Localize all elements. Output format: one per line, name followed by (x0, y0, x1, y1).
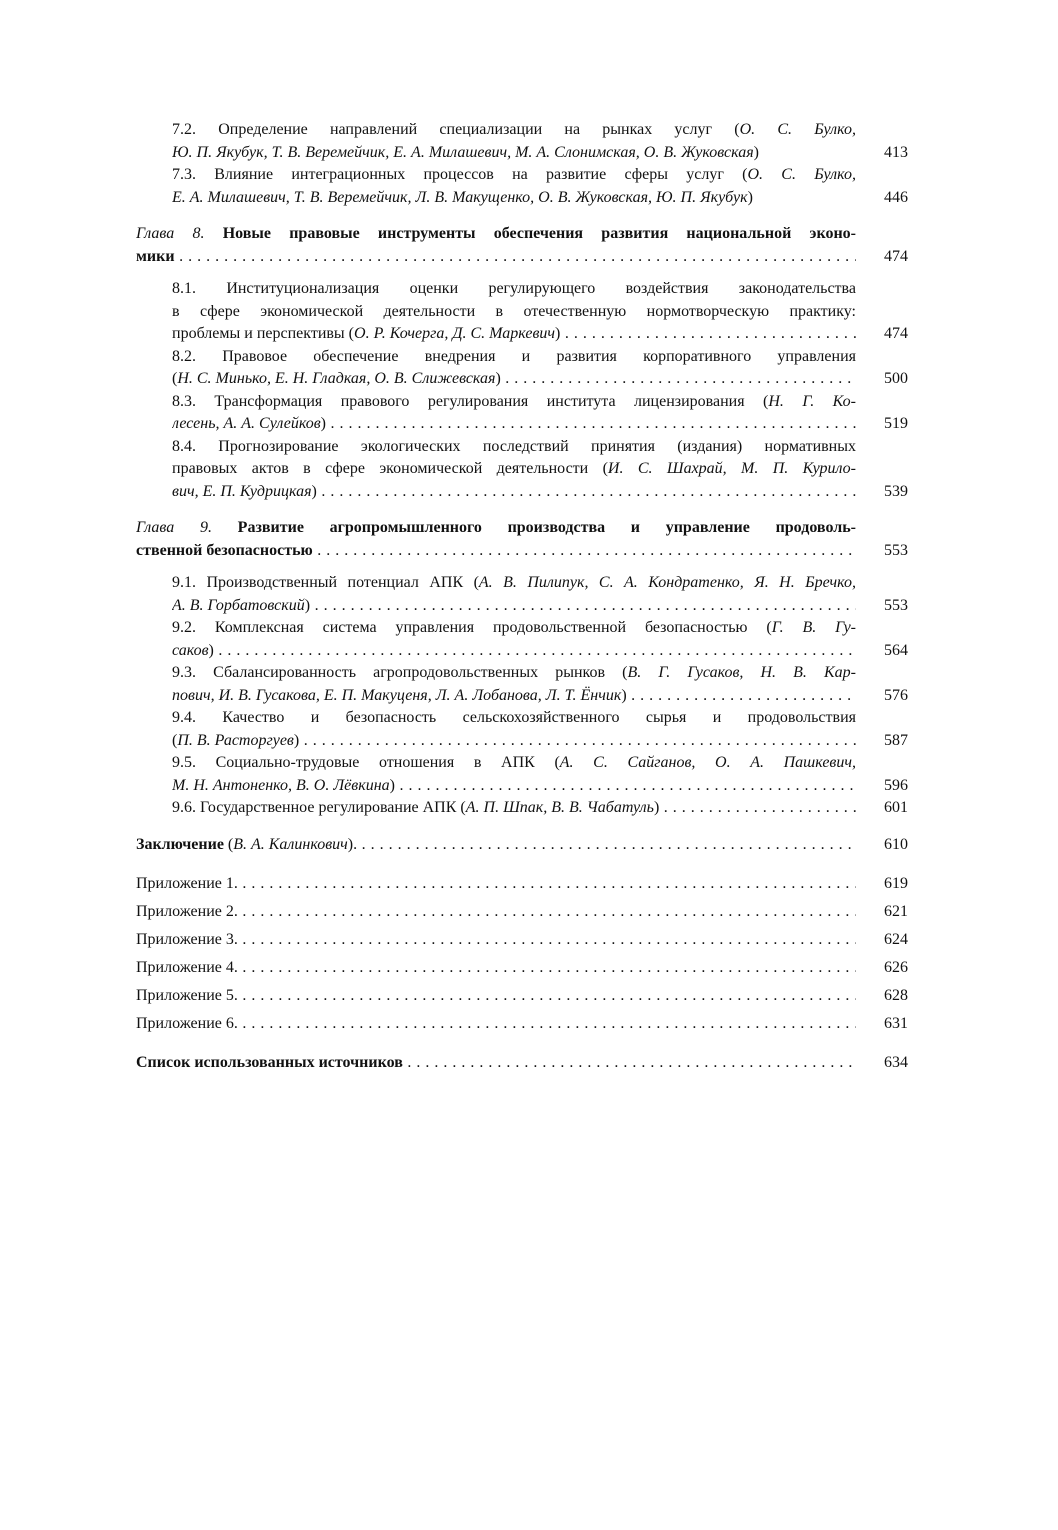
toc-appendix-4[interactable] (136, 954, 916, 982)
toc-entry-9-6[interactable]: 9.6. Государственное регулирование АПК (А. П. Шпак, В. В. Чабатуль) . . . 601 (136, 797, 916, 820)
entry-authors: Г. В. Гу- (771, 619, 856, 636)
page-number: 631 (884, 1015, 908, 1032)
entry-title: в сфере экономической деятельности в отечественную нормотворческую практику: (172, 302, 856, 320)
entry-title: 7.3. Влияние интеграционных процессов на развитие сферы услуг ( (172, 166, 748, 183)
page-number: 610 (884, 835, 908, 853)
page-number: 553 (884, 596, 908, 614)
entry-authors: вич, Е. П. Кудрицкая (172, 482, 312, 500)
entry-title: 7.2. Определение направлений специализации на рынках услуг ( (172, 121, 740, 138)
entry-title: 9.1. Производственный потенциал АПК ( (172, 574, 479, 591)
entry-authors: В. А. Калинкович (233, 835, 348, 853)
page-number: 564 (884, 641, 908, 659)
table-of-contents (136, 119, 916, 1075)
toc-entry-8-3[interactable] (136, 391, 916, 414)
toc-entry-8-2[interactable] (136, 346, 916, 369)
toc-entry-8-1-cont[interactable] (136, 301, 916, 324)
appendix-label: Приложение 2. . . . (136, 898, 856, 926)
toc-chapter-8[interactable] (136, 223, 916, 246)
entry-title: 9.5. Социально-трудовые отношения в АПК ( (172, 754, 560, 771)
toc-entry-9-1-cont[interactable]: А. В. Горбатовский) . . . 553 (136, 595, 916, 618)
entry-authors: О. Р. Кочерга, Д. С. Маркевич (354, 325, 556, 342)
toc-entry-9-5[interactable] (136, 752, 916, 775)
page-number: 474 (884, 325, 908, 342)
toc-chapter-8-cont[interactable] (136, 246, 916, 269)
toc-chapter-9-cont[interactable] (136, 540, 916, 563)
entry-authors: А. В. Горбатовский (172, 596, 305, 614)
entry-authors: А. С. Сайганов, О. А. Пашкевич, (559, 754, 856, 771)
appendix-label: Приложение 6. . . . (136, 1010, 856, 1038)
page-number: 553 (884, 541, 908, 559)
toc-entry-7-3[interactable] (136, 164, 916, 187)
chapter-prefix: Глава 8. (136, 225, 205, 242)
toc-entry-9-5-cont[interactable]: М. Н. Антоненко, В. О. Лёвкина) . . . 596 (136, 775, 916, 798)
appendix-label: Приложение 5. . . . (136, 982, 856, 1010)
toc-appendix-3[interactable] (136, 926, 916, 954)
toc-appendix-2[interactable] (136, 898, 916, 926)
toc-entry-8-4[interactable] (136, 436, 916, 459)
entry-title: 9.6. Государственное регулирование АПК ( (172, 799, 466, 816)
toc-entry-8-3-cont[interactable]: лесень, А. А. Сулейков) . . . 519 (136, 413, 916, 436)
entry-authors: В. Г. Гусаков, Н. В. Кар- (627, 664, 856, 681)
toc-appendix-6[interactable] (136, 1010, 916, 1038)
chapter-title: ственной безопасностью (136, 541, 313, 559)
entry-authors: Е. А. Милашевич, Т. В. Веремейчик, Л. В. Макущенко, О. В. Жуковская, Ю. П. Якубук (172, 188, 748, 206)
toc-conclusion[interactable]: Заключение (В. А. Калинкович). . . . 610 (136, 834, 916, 857)
entry-authors: Ю. П. Якубук, Т. В. Веремейчик, Е. А. Милашевич, М. А. Слонимская, О. В. Жуковская (172, 143, 754, 161)
toc-entry-7-3-cont[interactable]: Е. А. Милашевич, Т. В. Веремейчик, Л. В. Макущенко, О. В. Жуковская, Ю. П. Якубук) 446 (136, 187, 916, 210)
entry-title: 8.3. Трансформация правового регулирования института лицензирования ( (172, 392, 769, 410)
toc-entry-7-2[interactable] (136, 119, 916, 142)
entry-authors: О. С. Булко, (739, 121, 856, 138)
page-number: 519 (884, 415, 908, 432)
toc-entry-7-2-cont[interactable]: Ю. П. Якубук, Т. В. Веремейчик, Е. А. Милашевич, М. А. Слонимская, О. В. Жуковская) 413 (136, 142, 916, 165)
entry-title: 8.1. Институционализация оценки регулирующего воздействия законодательства (172, 280, 856, 297)
toc-entry-9-2-cont[interactable]: саков) . . . 564 (136, 640, 916, 663)
toc-entry-8-2-cont[interactable]: (Н. С. Минько, Е. Н. Гладкая, О. В. Слижевская) . . . 500 (136, 368, 916, 391)
toc-appendix-1[interactable] (136, 870, 916, 898)
toc-entry-8-4-cont[interactable]: правовых актов в сфере экономической деятельности (И. С. Шахрай, М. П. Курило- (172, 460, 856, 477)
page-number: 601 (884, 799, 908, 816)
entry-title: 8.2. Правовое обеспечение внедрения и развития корпоративного управления (172, 347, 856, 365)
entry-authors: Н. С. Минько, Е. Н. Гладкая, О. В. Слижевская (177, 370, 496, 387)
toc-entry-9-2[interactable] (136, 617, 916, 640)
toc-entry-9-4-cont[interactable]: (П. В. Расторгуев) . . . 587 (136, 730, 916, 753)
appendix-label: Приложение 3. . . . (136, 926, 856, 954)
page-number: 634 (884, 1054, 908, 1071)
entry-authors: П. В. Расторгуев (177, 731, 294, 749)
entry-authors: О. С. Булко, (747, 166, 856, 183)
page-number: 500 (884, 370, 908, 387)
entry-authors: М. Н. Антоненко, В. О. Лёвкина (172, 776, 390, 794)
chapter-title: мики (136, 247, 175, 265)
toc-entry-9-3-cont[interactable]: пович, И. В. Гусакова, Е. П. Макуценя, Л. А. Лобанова, Л. Т. Ёнчик) . . . 576 (136, 685, 916, 708)
page-number: 539 (884, 482, 908, 500)
page-number: 624 (884, 931, 908, 948)
entry-title: 9.4. Качество и безопасность сельскохозяйственного сырья и продовольствия (172, 709, 856, 726)
page-number: 626 (884, 959, 908, 976)
appendix-label: Приложение 4. . . . (136, 954, 856, 982)
entry-title: 9.3. Сбалансированность агропродовольственных рынков ( (172, 664, 628, 681)
toc-appendix-5[interactable] (136, 982, 916, 1010)
chapter-title: Развитие агропромышленного производства и управление продоволь- (237, 519, 856, 536)
toc-entry-8-1-cont2[interactable]: проблемы и перспективы (О. Р. Кочерга, Д. С. Маркевич) . . . 474 (136, 323, 916, 346)
sources-title: Список использованных источников (136, 1054, 403, 1071)
toc-sources[interactable] (136, 1052, 916, 1075)
page-number: 596 (884, 776, 908, 794)
toc-entry-8-4-cont2[interactable]: вич, Е. П. Кудрицкая) . . . 539 (136, 481, 916, 504)
page-number: 446 (884, 188, 908, 206)
entry-authors: саков (172, 641, 209, 659)
page-number: 619 (884, 875, 908, 892)
appendix-label: Приложение 1. . . . (136, 870, 856, 898)
page-number: 621 (884, 903, 908, 920)
toc-entry-9-1[interactable] (136, 572, 916, 595)
toc-chapter-9[interactable] (136, 517, 916, 540)
toc-entry-9-3[interactable] (136, 662, 916, 685)
entry-title: 9.2. Комплексная система управления продовольственной безопасностью ( (172, 619, 772, 636)
entry-authors: Н. Г. Ко- (768, 392, 856, 410)
chapter-prefix: Глава 9. (136, 519, 212, 536)
entry-title: 8.4. Прогнозирование экологических последствий принятия (издания) нормативных (172, 437, 856, 455)
page-number: 628 (884, 987, 908, 1004)
entry-authors: пович, И. В. Гусакова, Е. П. Макуценя, Л. А. Лобанова, Л. Т. Ёнчик (172, 686, 622, 704)
toc-entry-8-1[interactable] (136, 278, 916, 301)
page-number: 413 (884, 143, 908, 161)
entry-authors: А. В. Пилипук, С. А. Кондратенко, Я. Н. Бречко, (478, 574, 856, 591)
page-number: 587 (884, 731, 908, 749)
page-number: 576 (884, 686, 908, 704)
entry-authors: лесень, А. А. Сулейков (172, 415, 321, 432)
toc-entry-9-4[interactable] (136, 707, 916, 730)
conclusion-title: Заключение (136, 835, 224, 853)
page-number: 474 (884, 247, 908, 265)
entry-authors: И. С. Шахрай, М. П. Курило- (607, 460, 856, 477)
entry-authors: А. П. Шпак, В. В. Чабатуль (465, 799, 654, 816)
chapter-title: Новые правовые инструменты обеспечения развития национальной эконо- (222, 225, 856, 242)
